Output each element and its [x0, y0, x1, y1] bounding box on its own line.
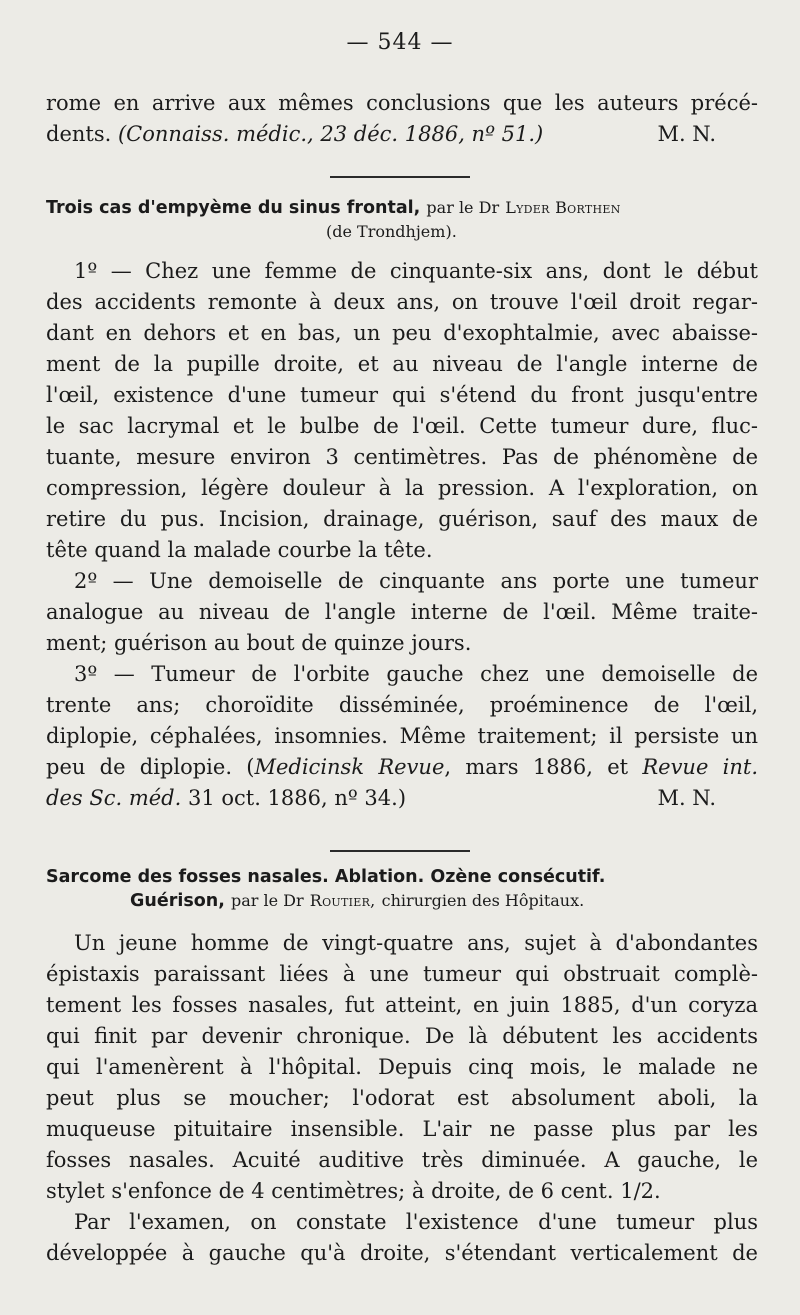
author-affiliation: (de Trondhjem). — [326, 222, 457, 241]
intro-paragraph — [46, 88, 758, 150]
paragraph — [46, 256, 758, 566]
article-title: Trois cas d'empyème du sinus frontal, — [46, 198, 421, 218]
text-line: muqueuse pituitaire insensible. L'air ne passe plus par les — [46, 1117, 758, 1141]
text-line: qui l'amenèrent à l'hôpital. Depuis cinq mois, le malade ne — [46, 1055, 758, 1079]
text-line: l'œil, existence d'une tumeur qui s'étend du front jusqu'entre — [46, 383, 758, 407]
text-run: 31 oct. 1886, nº 34.) — [181, 786, 407, 810]
text-line: 3º — Tumeur de l'orbite gauche chez une demoiselle de — [74, 662, 758, 686]
text-line: qui finit par devenir chronique. De là débutent les accidents — [46, 1024, 758, 1048]
article-heading — [46, 866, 758, 913]
text-line — [46, 752, 758, 783]
text-line: dant en dehors et en bas, un peu d'exophtalmie, avec abaisse- — [46, 321, 758, 345]
text-line: stylet s'enfonce de 4 centimètres; à droite, de 6 cent. 1/2. — [46, 1179, 661, 1203]
byline-prefix: par le Dr — [230, 891, 304, 910]
text-line — [46, 119, 758, 150]
journal-title: des Sc. méd. — [46, 786, 182, 810]
article-title: Sarcome des fosses nasales. Ablation. Ozène consécutif. — [46, 867, 606, 887]
text-line: trente ans; choroïdite disséminée, proéminence de l'œil, — [46, 693, 758, 717]
text-line: le sac lacrymal et le bulbe de l'œil. Cette tumeur dure, fluc- — [46, 414, 758, 438]
article-heading — [46, 196, 758, 243]
section-divider — [330, 176, 470, 178]
intro-text: dents. — [46, 122, 112, 146]
paragraph — [46, 659, 758, 814]
text-line: Un jeune homme de vingt-quatre ans, sujet à d'abondantes — [74, 931, 758, 955]
text-line: tête quand la malade courbe la tête. — [46, 538, 433, 562]
page-number: — 544 — — [346, 30, 454, 55]
text-line: rome en arrive aux mêmes conclusions que les auteurs précé- — [46, 91, 758, 115]
text-line: ment; guérison au bout de quinze jours. — [46, 631, 472, 655]
text-line: analogue au niveau de l'angle interne de l'œil. Même traite- — [46, 600, 758, 624]
text-line: diplopie, céphalées, insomnies. Même traitement; il persiste un — [46, 724, 758, 748]
article-body — [46, 928, 758, 1269]
paragraph — [46, 566, 758, 659]
article-title-cont: Guérison, — [130, 891, 225, 911]
byline-prefix: par le Dr — [426, 198, 500, 217]
author-name: Lyder Borthen — [505, 198, 621, 217]
text-line — [46, 783, 758, 814]
text-line: épistaxis paraissant liées à une tumeur qui obstruait complè- — [46, 962, 758, 986]
text-line: ment de la pupille droite, et au niveau de l'angle interne de — [46, 352, 758, 376]
journal-title: Medicinsk Revue — [254, 755, 445, 779]
reference-citation: (Connaiss. médic., 23 déc. 1886, nº 51.) — [117, 122, 544, 146]
author-affiliation: chirurgien des Hôpitaux. — [381, 891, 585, 910]
section-divider — [330, 850, 470, 852]
article-body — [46, 256, 758, 814]
text-line: des accidents remonte à deux ans, on trouve l'œil droit regar- — [46, 290, 758, 314]
paragraph — [46, 1207, 758, 1269]
text-line: fosses nasales. Acuité auditive très diminuée. A gauche, le — [46, 1148, 758, 1172]
text-line: tuante, mesure environ 3 centimètres. Pas de phénomène de — [46, 445, 758, 469]
text-line: tement les fosses nasales, fut atteint, en juin 1885, d'un coryza — [46, 993, 758, 1017]
text-line: peut plus se moucher; l'odorat est absolument aboli, la — [46, 1086, 758, 1110]
text-line: retire du pus. Incision, drainage, guérison, sauf des maux de — [46, 507, 758, 531]
author-name: Routier, — [309, 891, 376, 910]
text-line: Par l'examen, on constate l'existence d'une tumeur plus — [74, 1210, 758, 1234]
journal-title: Revue int. — [642, 755, 758, 779]
text-line: développée à gauche qu'à droite, s'étendant verticalement de — [46, 1241, 758, 1265]
paragraph — [46, 928, 758, 1207]
text-line: compression, légère douleur à la pression. A l'exploration, on — [46, 476, 758, 500]
text-line: 1º — Chez une femme de cinquante-six ans, dont le début — [74, 259, 758, 283]
text-run: , mars 1886, et — [444, 755, 643, 779]
author-initials: M. N. — [657, 786, 716, 810]
text-run: peu de diplopie. ( — [46, 755, 255, 779]
author-initials: M. N. — [657, 122, 716, 146]
text-line: 2º — Une demoiselle de cinquante ans porte une tumeur — [74, 569, 758, 593]
